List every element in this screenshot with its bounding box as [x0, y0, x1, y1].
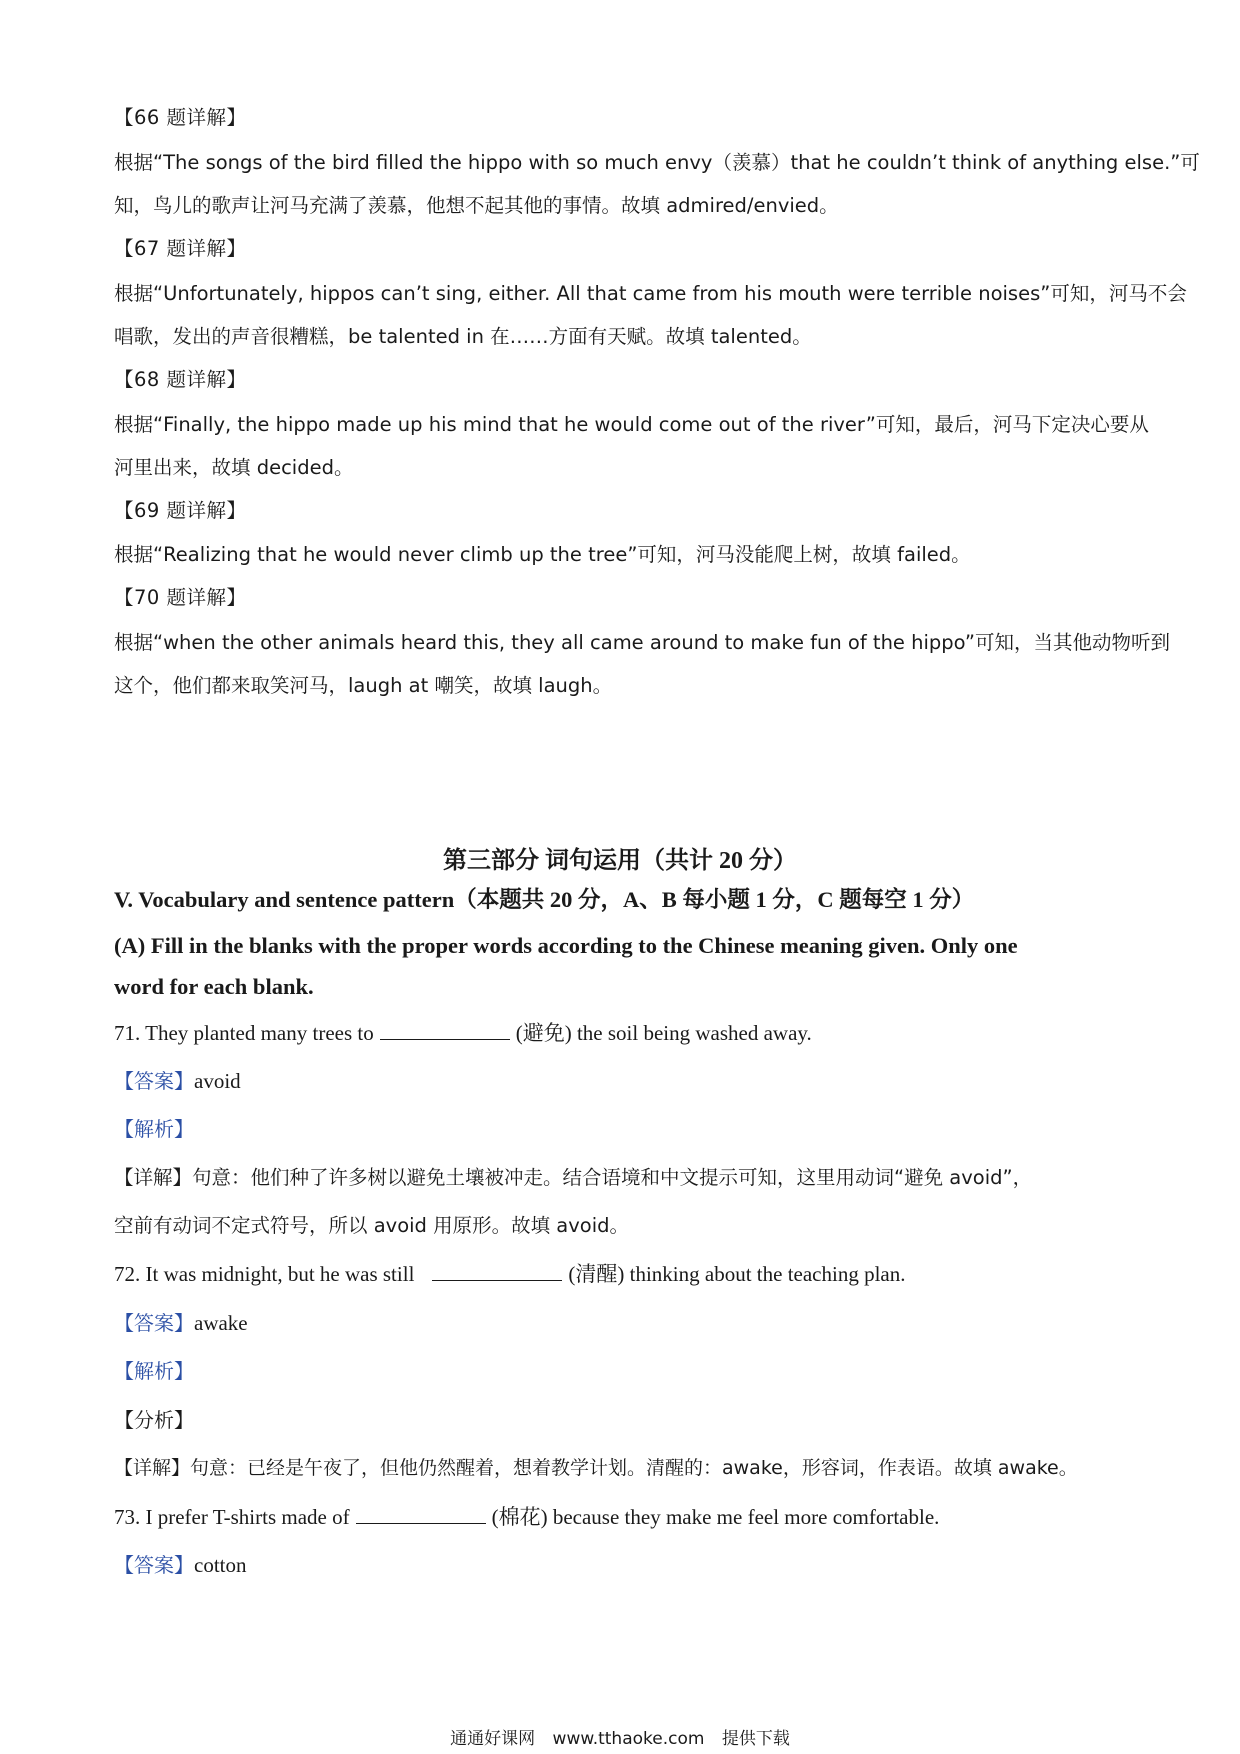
q71-detail-line2: 空前有动词不定式符号，所以 avoid 用原形。故填 avoid。	[114, 1214, 630, 1237]
q67-heading: 【67 题详解】	[114, 237, 247, 260]
q69-line1: 根据“Realizing that he would never climb up the tree”可知，河马没能爬上树，故填 failed。	[114, 543, 971, 566]
section-a-heading-line1: (A) Fill in the blanks with the proper words according to the Chinese meaning given. Only one	[114, 933, 1018, 958]
q71-blank	[380, 1021, 510, 1040]
q73-text-before: 73. I prefer T-shirts made of	[114, 1505, 350, 1529]
q73-answer-label: 【答案】	[114, 1553, 194, 1577]
q68-line2: 河里出来，故填 decided。	[114, 456, 354, 479]
footer-site-name: 通通好课网	[450, 1729, 536, 1749]
q70-line2: 这个，他们都来取笑河马，laugh at 嘲笑，故填 laugh。	[114, 674, 613, 697]
q69-heading: 【69 题详解】	[114, 499, 247, 522]
q66-line2: 知，鸟儿的歌声让河马充满了羡慕，他想不起其他的事情。故填 admired/envied。	[114, 194, 839, 217]
q72-analysis-label: 【解析】	[114, 1359, 194, 1383]
q70-line1: 根据“when the other animals heard this, they all came around to make fun of the hippo”可知，当其他动物听到	[114, 631, 1170, 654]
page-footer	[0, 1724, 1240, 1749]
footer-url[interactable]: www.tthaoke.com	[552, 1729, 705, 1749]
q67-line2: 唱歌，发出的声音很糟糕，be talented in 在……方面有天赋。故填 talented。	[114, 325, 812, 348]
q72-question	[114, 1260, 906, 1288]
q72-answer-label: 【答案】	[114, 1311, 194, 1335]
q66-line1: 根据“The songs of the bird filled the hippo with so much envy（羡慕）that he couldn’t think of anything else.”可	[114, 151, 1200, 174]
q72-text-after: (清醒) thinking about the teaching plan.	[568, 1262, 906, 1286]
q71-text-after: (避免) the soil being washed away.	[515, 1021, 812, 1045]
q71-answer-label: 【答案】	[114, 1069, 194, 1093]
q72-detail-line1: 【详解】句意：已经是午夜了，但他仍然醒着，想着教学计划。清醒的：awake，形容词，作表语。故填 awake。	[114, 1457, 1078, 1479]
footer-note: 提供下载	[721, 1729, 790, 1749]
q71-detail-line1: 【详解】句意：他们种了许多树以避免土壤被冲走。结合语境和中文提示可知，这里用动词“避免 avoid”，	[114, 1166, 1033, 1189]
section-a-heading-line2: word for each blank.	[114, 974, 314, 999]
q71-answer	[114, 1067, 241, 1095]
q71-answer-value: avoid	[194, 1069, 241, 1093]
q72-answer	[114, 1309, 248, 1337]
section-v-heading: V. Vocabulary and sentence pattern（本题共 20 分，A、B 每小题 1 分，C 题每空 1 分）	[114, 887, 975, 912]
q71-question	[114, 1019, 812, 1047]
q72-answer-value: awake	[194, 1311, 248, 1335]
q73-answer	[114, 1551, 247, 1579]
q70-heading: 【70 题详解】	[114, 586, 247, 609]
q72-fenxi-label: 【分析】	[114, 1408, 194, 1432]
q68-heading: 【68 题详解】	[114, 368, 247, 391]
q73-blank	[356, 1505, 486, 1524]
q71-text-before: 71. They planted many trees to	[114, 1021, 374, 1045]
q73-text-after: (棉花) because they make me feel more comfortable.	[491, 1505, 940, 1529]
part3-title: 第三部分 词句运用（共计 20 分）	[443, 848, 797, 874]
q73-answer-value: cotton	[194, 1553, 247, 1577]
q67-line1: 根据“Unfortunately, hippos can’t sing, either. All that came from his mouth were terrible noises”可知，河马不会	[114, 282, 1187, 305]
q72-text-before: 72. It was midnight, but he was still	[114, 1262, 415, 1286]
q66-heading: 【66 题详解】	[114, 106, 247, 129]
q72-blank	[432, 1262, 562, 1281]
q68-line1: 根据“Finally, the hippo made up his mind that he would come out of the river”可知，最后，河马下定决心要从	[114, 413, 1149, 436]
q73-question	[114, 1503, 939, 1531]
q71-analysis-label: 【解析】	[114, 1117, 194, 1141]
